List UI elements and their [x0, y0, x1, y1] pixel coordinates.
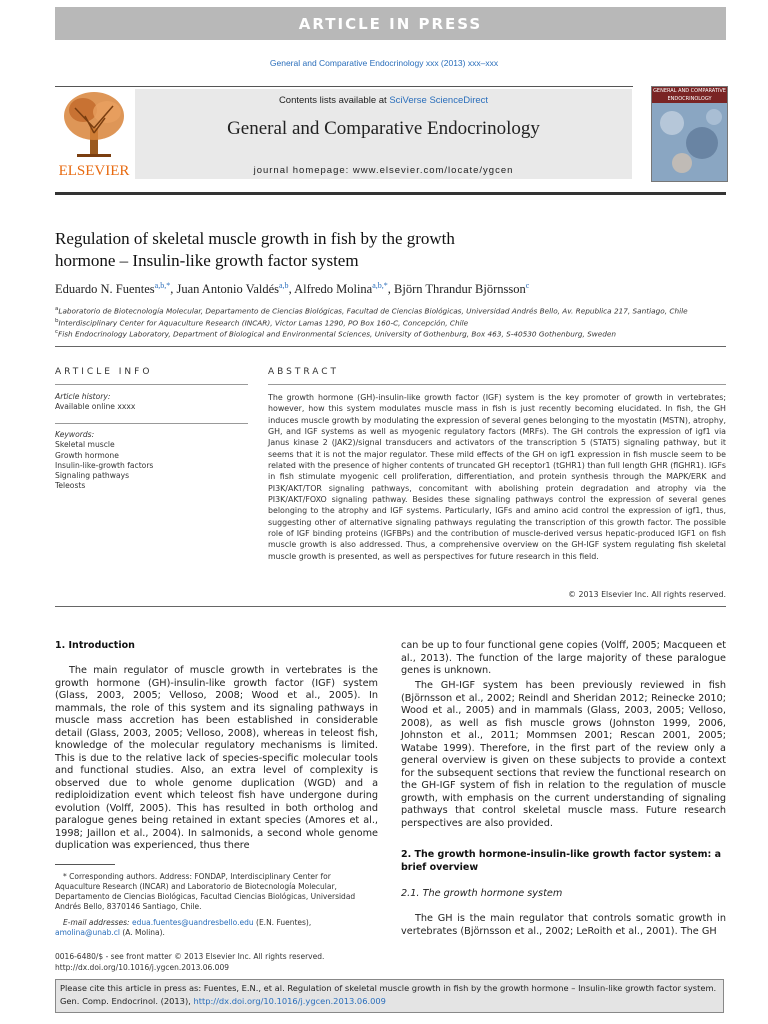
email-label: E-mail addresses:	[63, 918, 130, 927]
email-link-molina[interactable]: amolina@unab.cl	[55, 928, 120, 937]
issn-line: 0016-6480/$ - see front matter © 2013 Elsevier Inc. All rights reserved.	[55, 952, 325, 961]
introduction-paragraph: The main regulator of muscle growth in vertebrates is the growth hormone (GH)-insulin-like growth factor (IGF) system (Glass, 2003, 2005; Velloso, 2008; Wood et al., 2005). In mammals, the role of this system and its signaling pathways in muscle mass accretion has been established in considerable detail (Glass, 2003, 2005; Velloso, 2008), whereas in teleost fish, knowledge of the molecular regulatory mechanisms is limited. This is due to the relative lack of species-specific molecular tools and functional studies. Also, an extra level of complexity is observed due to whole genome duplication (WGD) and a rediploidization event which teleost fish have undergone during evolution (Volff, 2005). This has resulted in both ortholog and paralogue genes being retained in extant species (Amores et al., 1998; Jaillon et al., 2004). In salmonids, a second whole genome duplication was experienced, thus there	[55, 665, 378, 851]
doi-link[interactable]: http://dx.doi.org/10.1016/j.ygcen.2013.06.009	[55, 963, 230, 972]
author-name[interactable]: Björn Thrandur Björnsson	[394, 282, 526, 297]
citation-box	[55, 979, 724, 1013]
author-separator: ,	[170, 282, 177, 297]
journal-cover-image	[651, 86, 728, 182]
keywords-block	[55, 430, 248, 492]
author-affiliation-marker[interactable]: a,b,*	[372, 281, 388, 290]
corresponding-author-footnote: * Corresponding authors. Address: FONDAP, Interdisciplinary Center for Aquaculture Research (INCAR) and Laboratorio de Biotecnología Molecular, Departamento de Ciencias Biológicas, Facultad Ciencias Biológicas, Universidad Andrés Bello, 8370146 Santiago, Chile.	[55, 872, 356, 911]
affiliation-marker: c	[55, 329, 59, 335]
cover-title-band: GENERAL AND COMPARATIVE ENDOCRINOLOGY	[653, 88, 726, 102]
footnote-rule	[55, 864, 115, 865]
section-2-heading-line-2: brief overview	[401, 862, 479, 873]
affiliation-rule	[55, 346, 726, 347]
contents-line	[135, 95, 632, 106]
email-link-fuentes[interactable]: edua.fuentes@uandresbello.edu	[131, 918, 254, 927]
introduction-heading: 1. Introduction	[55, 640, 135, 651]
cover-artwork-icon	[652, 103, 727, 181]
keyword-item: Skeletal muscle	[55, 440, 115, 450]
right-paragraph-2: The GH-IGF system has been previously reviewed in fish (Björnsson et al., 2002; Reindl and Sheridan 2012; Reinecke 2010; Wood et al., 2005) and in mammals (Glass, 2003, 2005; Velloso, 2008), as well as fish muscle grows (Johnston 1999, 2006, Johnston et al., 2011; Mommsen 2001; Rescan 2001, 2005; Watabe 1999). Therefore, in the first part of the review only a general overview is given on these subjects to provide a context for the subsequent sections that review the functional research on the GH-IGF system of fish in relation to the regulation of muscle growth, with emphasis on the current understanding of signaling pathways that control skeletal muscle mass. Future research perspectives are also provided.	[401, 680, 726, 829]
abstract-bottom-rule	[55, 606, 726, 607]
section-2-heading	[401, 848, 726, 874]
contents-prefix: Contents lists available at	[278, 95, 390, 106]
author-affiliation-marker[interactable]: c	[525, 281, 530, 290]
author-affiliation-marker[interactable]: a,b,*	[154, 281, 171, 290]
author-name[interactable]: Juan Antonio Valdés	[176, 282, 279, 297]
citation-doi-link[interactable]: http://dx.doi.org/10.1016/j.ygcen.2013.06.009	[193, 995, 386, 1006]
affiliation-text: Interdisciplinary Center for Aquaculture Research (INCAR), Victor Lamas 1290, PO Box 160-C, Concepción, Chile	[58, 318, 469, 328]
affiliation-a	[55, 306, 726, 315]
journal-reference-link[interactable]: General and Comparative Endocrinology xxx (2013) xxx–xxx	[269, 58, 499, 68]
header-bottom-rule	[55, 192, 726, 195]
article-history	[55, 392, 248, 413]
email-owner-fuentes: (E.N. Fuentes),	[256, 918, 312, 927]
history-value: Available online xxxx	[55, 402, 136, 412]
section-2-heading-line-1: 2. The growth hormone-insulin-like growth factor system: a	[401, 849, 721, 860]
header-top-rule	[55, 86, 633, 87]
article-info-rule	[55, 384, 248, 385]
keyword-item: Growth hormone	[55, 450, 119, 460]
journal-title: General and Comparative Endocrinology	[227, 118, 540, 139]
affiliation-text: Laboratorio de Biotecnología Molecular, Departamento de Ciencias Biológicas, Facultad de Ciencias Biológicas, Universidad Andrés Bello, Av. Republica 217, Santiago, Chile	[58, 306, 688, 316]
keywords-rule	[55, 423, 248, 424]
keyword-item: Signaling pathways	[55, 471, 130, 481]
article-title	[55, 228, 615, 272]
history-label: Article history:	[55, 392, 111, 401]
citation-text: Please cite this article in press as: Fuentes, E.N., et al. Regulation of skeletal muscle growth in fish by the growth hormone – Insulin-like growth factor system. Gen. Comp. Endocrinol. (2013),	[60, 983, 717, 1006]
sciverse-link[interactable]: SciVerse ScienceDirect	[389, 95, 489, 106]
section-2-1-heading: 2.1. The growth hormone system	[401, 888, 563, 899]
keyword-item: Teleosts	[55, 481, 86, 491]
keywords-list	[55, 440, 248, 491]
article-info-heading: ARTICLE INFO	[55, 367, 153, 377]
affiliation-c	[55, 329, 726, 338]
abstract-text: The growth hormone (GH)-insulin-like growth factor (IGF) system is the key promoter of growth in vertebrates; however, how this system modulates muscle mass in fish is just recently becoming elucidated. In fish, the GH induces muscle growth by modulating the expression of several genes belonging to the myostatin (MSTN), atrophy, GH, and IGF systems as well as myogenic regulatory factors (MRFs). The GH controls the expression of igf1 via Janus kinase 2 (JAK2)/signal transducers and activators of the transcription 5 (STAT5) signaling pathway, but it seems that it is not the major regulator. These mild effects of the GH on igf1 expression in fish muscle seem to be related with the presence of higher contents of truncated GH receptor1 (tGHR1) than full length GHR (flGHR1). IGFs in fish stimulate myogenic cell proliferation, differentiation, and protein synthesis through the MAPK/ERK and PI3K/AKT/TOR signaling pathways, concomitant with abolishing protein degradation and atrophy via the PI3K/AKT/FOXO signaling pathway. Besides these signaling pathways control the expression of several genes belonging to the atrophy and IGF systems. Particularly, IGFs and amino acid control the expression of igf1, thus, suggesting other of alternative signaling pathways regulating the transcription of this growth factor. The possible role of IGF binding proteins (IGFBPs) and the contribution of muscle-derived versus hepatic-produced IGF1 on fish muscle growth is also addressed. Thus, a comprehensive overview on the GH-IGF system regulating fish skeletal muscle growth is presented, as well as perspectives for future research in this field.	[268, 393, 726, 561]
affiliation-marker: a	[55, 306, 59, 312]
affiliation-text: Fish Endocrinology Laboratory, Department of Biological and Environmental Sciences, University of Gothenburg, Box 463, S-40530 Gothenburg, Sweden	[58, 329, 616, 339]
author-list	[55, 281, 726, 297]
section-2-1-paragraph: The GH is the main regulator that controls somatic growth in vertebrates (Björnsson et al., 2002; LeRoith et al., 2001). The GH	[401, 913, 726, 937]
author-separator: ,	[288, 282, 295, 297]
tree-logo-icon	[55, 88, 133, 160]
title-line-1: Regulation of skeletal muscle growth in fish by the growth	[55, 229, 455, 248]
abstract-copyright: © 2013 Elsevier Inc. All rights reserved.	[568, 590, 726, 599]
author-affiliation-marker[interactable]: a,b	[279, 281, 289, 290]
author-name[interactable]: Eduardo N. Fuentes	[55, 282, 155, 297]
article-in-press-banner: ARTICLE IN PRESS	[55, 7, 726, 40]
affiliation-marker: b	[55, 318, 59, 324]
abstract-heading: ABSTRACT	[268, 367, 340, 377]
author-separator: ,	[387, 282, 395, 297]
elsevier-wordmark: ELSEVIER	[58, 163, 130, 179]
keywords-label: Keywords:	[55, 430, 95, 439]
keyword-item: Insulin-like-growth factors	[55, 460, 154, 470]
journal-homepage[interactable]: journal homepage: www.elsevier.com/locate/ygcen	[253, 165, 514, 176]
affiliation-b	[55, 318, 726, 327]
email-footnote	[55, 918, 378, 938]
abstract-rule	[268, 384, 726, 385]
email-owner-molina: (A. Molina).	[122, 928, 165, 937]
title-line-2: hormone – Insulin-like growth factor system	[55, 251, 359, 270]
author-name[interactable]: Alfredo Molina	[294, 282, 373, 297]
right-paragraph-1: can be up to four functional gene copies (Volff, 2005; Macqueen et al., 2013). The function of the large majority of these paralogue genes is unknown.	[401, 640, 726, 676]
